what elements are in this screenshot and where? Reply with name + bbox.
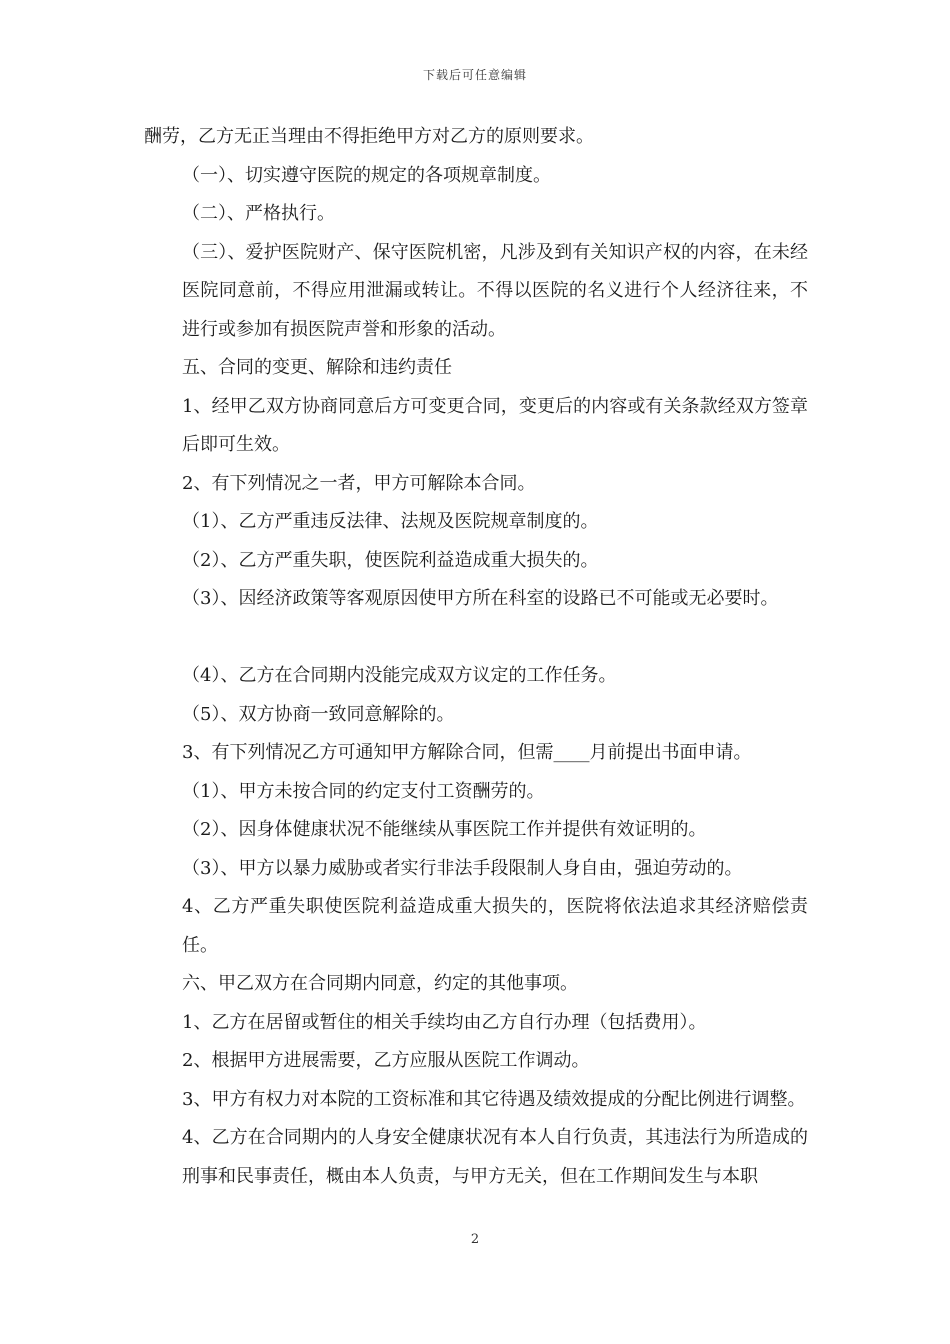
item-6-1: 1、乙方在居留或暂住的相关手续均由乙方自行办理（包括费用）。	[182, 1011, 707, 1033]
item-5-2-4: （4）、乙方在合同期内没能完成双方议定的工作任务。	[182, 665, 617, 686]
item-6-2: 2、根据甲方进展需要，乙方应服从医院工作调动。	[182, 1050, 590, 1071]
item-5-2-5: （5）、双方协商一致同意解除的。	[182, 703, 455, 725]
document-body	[144, 118, 808, 1196]
section-heading-6: 六、甲乙双方在合同期内同意，约定的其他事项。	[182, 973, 578, 994]
item-5-2: 2、有下列情况之一者，甲方可解除本合同。	[182, 472, 536, 494]
item-5-1: 1、经甲乙双方协商同意后方可变更合同，变更后的内容或有关条款经双方签章后即可生效。	[182, 395, 808, 455]
clause-2: （二）、严格执行。	[182, 203, 335, 224]
clause-3: （三）、爱护医院财产、保守医院机密，凡涉及到有关知识产权的内容，在未经医院同意前，不得应用泄漏或转让。不得以医院的名义进行个人经济往来，不进行或参加有损医院声誉和形象的活动。	[182, 241, 808, 340]
page-header: 下载后可任意编辑	[422, 68, 527, 82]
item-5-2-3: （3）、因经济政策等客观原因使甲方所在科室的设路已不可能或无必要时。	[182, 588, 779, 609]
item-5-3: 3、有下列情况乙方可通知甲方解除合同，但需____月前提出书面申请。	[182, 742, 752, 763]
clause-1: （一）、切实遵守医院的规定的各项规章制度。	[182, 164, 551, 186]
item-5-3-3: （3）、甲方以暴力威胁或者实行非法手段限制人身自由，强迫劳动的。	[182, 857, 743, 879]
section-heading-5: 五、合同的变更、解除和违约责任	[182, 357, 452, 378]
page-number: 2	[470, 1232, 480, 1247]
paragraph-continuation: 酬劳，乙方无正当理由不得拒绝甲方对乙方的原则要求。	[144, 126, 594, 147]
item-5-2-1: （1）、乙方严重违反法律、法规及医院规章制度的。	[182, 511, 599, 532]
item-5-3-1: （1）、甲方未按合同的约定支付工资酬劳的。	[182, 780, 545, 802]
item-6-3: 3、甲方有权力对本院的工资标准和其它待遇及绩效提成的分配比例进行调整。	[182, 1088, 806, 1110]
item-5-2-2: （2）、乙方严重失职，使医院利益造成重大损失的。	[182, 549, 599, 571]
item-5-3-2: （2）、因身体健康状况不能继续从事医院工作并提供有效证明的。	[182, 819, 707, 840]
blank-line	[144, 619, 808, 658]
item-5-4: 4、乙方严重失职使医院利益造成重大损失的，医院将依法追求其经济赔偿责任。	[182, 896, 808, 956]
item-6-4: 4、乙方在合同期内的人身安全健康状况有本人自行负责，其违法行为所造成的刑事和民事责任，概由本人负责，与甲方无关，但在工作期间发生与本职	[182, 1127, 808, 1187]
